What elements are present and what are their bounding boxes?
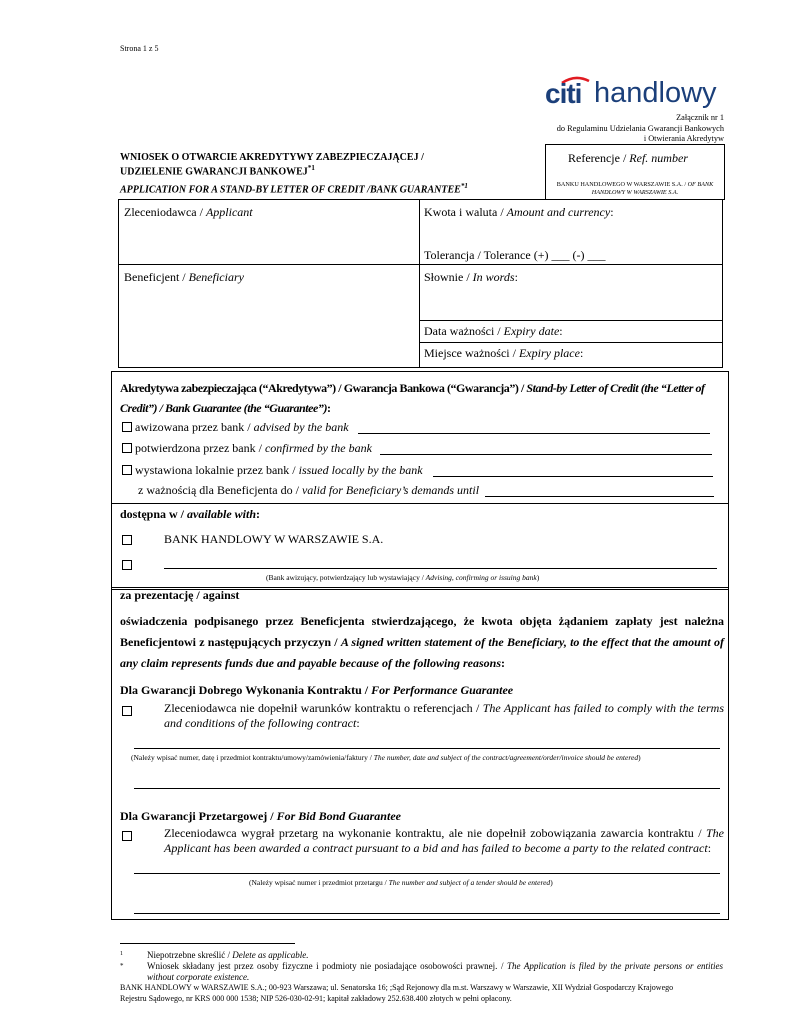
box2-divider [112,503,728,504]
expiry-date-label-en: Expiry date [503,324,560,338]
footnote-2-mark: * [120,962,124,970]
bank-caption-pl: (Bank awizujący, potwierdzający lub wystawiający / [266,573,426,582]
confirmed-option[interactable] [122,441,372,456]
amount-label-colon: : [610,205,614,219]
reference-bank-pl: BANKU HANDLOWEGO W WARSZAWIE S.A. / [556,181,688,188]
validity-date-line[interactable] [485,496,714,497]
issued-option[interactable] [122,463,423,478]
bank-caption-close: ) [536,573,540,582]
instrument-heading-pl: Akredytywa zabezpieczająca (“Akredytywa”) / Gwarancja Bankowa (“Gwarancja”) / [120,381,527,395]
title-en-text: APPLICATION FOR A STAND-BY LETTER OF CREDIT /BANK GUARANTEE [120,184,461,196]
instrument-heading-colon: : [327,401,331,415]
applicant-label-pl: Zleceniodawca / [124,205,206,219]
bid-bond-text-pl: Zleceniodawca wygrał przetarg na wykonanie kontraktu, ale nie dopełnił zobowiązania zawarcia kontraktu / [164,826,706,840]
footnote-1-mark: 1 [120,951,123,957]
company-info [120,983,720,1004]
statement-colon: : [501,656,506,670]
bid-bond-tender-line-1[interactable] [134,873,720,874]
title-pl-line-2: UDZIELENIE GWARANCJI BANKOWEJ [120,166,308,178]
bid-bond-option[interactable] [122,829,132,844]
confirmed-checkbox[interactable] [122,443,132,453]
beneficiary-label-pl: Beneficjent / [124,270,189,284]
document-title-pl [120,152,535,177]
reference-label-en: Ref. number [629,151,688,165]
logo-citi-text: citi [545,78,582,109]
bid-bond-caption-en: The number and subject of a tender should be entered [388,878,551,887]
other-bank-line[interactable] [164,568,717,569]
amount-label-pl: Kwota i waluta / [424,205,507,219]
applicant-label-en: Applicant [205,205,253,219]
advised-bank-line[interactable] [358,433,710,434]
reference-label-pl: Referencje / [568,151,630,165]
bank-caption-en: Advising, confirming or issuing bank [425,573,537,582]
bank-handlowy-checkbox[interactable] [122,535,132,545]
footnote-2 [147,961,723,983]
reference-box[interactable] [545,144,725,200]
title-pl-footnote-mark: *1 [307,164,315,172]
instrument-heading-en-2: Credit”) / Bank Guarantee (the “Guarantee”) [120,401,327,415]
issued-label-pl: wystawiona lokalnie przez bank / [135,463,299,477]
expiry-date-label-colon: : [559,324,563,338]
performance-caption-close: ) [638,753,641,762]
performance-text [164,701,724,731]
reference-bank-en-1: OF BANK [687,181,714,188]
performance-caption-en: The number, date and subject of the contract/agreement/order/invoice should be entered [373,753,639,762]
performance-heading-en: For Performance Guarantee [371,683,514,697]
performance-text-pl: Zleceniodawca nie dopełnił warunków kontraktu o referencjach / [164,701,483,715]
citi-handlowy-logo [545,74,715,110]
performance-heading-pl: Dla Gwarancji Dobrego Wykonania Kontraktu / [120,683,372,697]
performance-text-colon: : [356,716,360,730]
footnote-1-en: Delete as applicable. [232,950,309,960]
statement-en: A signed written statement of the Beneficiary, to the effect that the amount of any claim represents funds due and payable because of the following reasons [120,635,724,670]
reference-bank-caption [546,181,724,197]
advised-option[interactable] [122,420,349,435]
performance-caption [131,753,641,762]
annex-line-3: i Otwierania Akredytyw [643,134,724,143]
bank-caption [266,573,539,582]
other-bank-checkbox[interactable] [122,560,132,570]
instrument-heading-en-1: Stand-by Letter of Credit (the “Letter of [526,381,705,395]
bid-bond-caption-close: ) [550,878,553,887]
against-heading: za prezentację / against [120,588,240,602]
bid-bond-heading [120,809,401,824]
bid-bond-checkbox[interactable] [122,831,132,841]
issued-label-en: issued locally by the bank [298,463,423,477]
box1-divider-row-1 [119,264,722,265]
advised-label-pl: awizowana przez bank / [135,420,254,434]
document-title-en [120,182,468,195]
available-label-colon: : [256,507,261,521]
annex-line-1: Załącznik nr 1 [676,113,724,122]
bid-bond-heading-en: For Bid Bond Guarantee [276,809,401,823]
amount-in-words-field[interactable] [424,270,719,318]
expiry-place-field[interactable] [424,346,719,361]
performance-option[interactable] [122,704,132,719]
bid-bond-text-colon: : [707,841,712,855]
validity-label-en: valid for Beneficiary’s demands until [301,483,480,497]
reference-label [568,151,688,166]
validity-label-pl: z ważnością dla Beneficjenta do / [138,483,302,497]
available-label-en: available with [187,507,257,521]
validity-row [138,483,479,498]
expiry-date-label-pl: Data ważności / [424,324,504,338]
title-pl-line-1: WNIOSEK O OTWARCIE AKREDYTYWY ZABEZPIECZAJĄCEJ / [120,152,424,163]
tolerance-field[interactable] [424,248,719,263]
available-with-heading [120,507,260,522]
instrument-heading [120,378,726,418]
amount-label-en: Amount and currency [506,205,611,219]
title-en-footnote-mark: *1 [460,182,468,190]
expiry-place-label-en: Expiry place [518,346,580,360]
footnote-2-en: The Application is filed by the private persons or entities without corporate existence. [147,961,723,982]
bid-bond-text [164,826,724,856]
company-info-line-2: Rejestru Sądowego, nr KRS 000 000 1538; NIP 526-030-02-91; kapitał zakładowy 252.638.400 złotych w pełni opłacony. [120,993,512,1003]
issued-bank-line[interactable] [433,476,713,477]
box1-divider-row-3 [419,342,722,343]
tolerance-label: Tolerancja / Tolerance (+) ___ (-) ___ [424,248,606,262]
beneficiary-label-en: Beneficiary [188,270,244,284]
statement-paragraph [120,611,724,674]
bid-bond-caption [249,878,553,887]
issued-checkbox[interactable] [122,465,132,475]
footnote-1-pl: Niepotrzebne skreślić / [147,950,233,960]
bid-bond-text-en: The Applicant has been awarded a contract pursuant to a bid and has failed to become a party to the related contract [164,826,724,855]
words-label-colon: : [514,270,518,284]
bid-bond-caption-pl: (Należy wpisać numer i przedmiot przetargu / [249,878,389,887]
bank-handlowy-option[interactable] [122,533,132,548]
presentation-box [111,587,729,920]
box1-divider-row-2 [419,320,722,321]
words-label-pl: Słownie / [424,270,473,284]
parties-amount-box [118,199,723,368]
expiry-date-field[interactable] [424,324,719,339]
annex-note [557,113,724,145]
bid-bond-tender-line-2[interactable] [134,913,720,914]
advised-checkbox[interactable] [122,422,132,432]
reference-bank-en-2: HANDLOWY W WARSZAWIE S.A. [591,189,679,196]
statement-pl: oświadczenia podpisanego przez Beneficjenta stwierdzającego, że kwota objęta żądaniem zapłaty jest należna Beneficjentowi z następujących przyczyn / [120,614,724,649]
footnote-rule [120,943,295,944]
applicant-field[interactable] [124,205,414,263]
confirmed-bank-line[interactable] [380,454,712,455]
company-info-line-1: BANK HANDLOWY w WARSZAWIE S.A.; 00-923 Warszawa; ul. Senatorska 16; ;Sąd Rejonowy dla m.st. Warszawy w Warszawie, XII Wydział Gospodarczy Krajowego [120,983,674,992]
other-bank-option[interactable] [122,558,132,573]
confirmed-label-pl: potwierdzona przez bank / [135,441,265,455]
performance-heading [120,683,513,698]
page-number: Strona 1 z 5 [120,44,159,53]
performance-text-en: The Applicant has failed to comply with the terms and conditions of the following contract [164,701,724,730]
advised-label-en: advised by the bank [253,420,349,434]
words-label-en: In words [472,270,515,284]
performance-contract-line-2[interactable] [134,788,720,789]
expiry-place-label-pl: Miejsce ważności / [424,346,519,360]
footnote-1 [147,950,308,961]
performance-contract-line-1[interactable] [134,748,720,749]
instrument-box [111,371,729,590]
logo-handlowy-text: handlowy [594,77,717,109]
footnote-2-pl: Wniosek składany jest przez osoby fizyczne i podmioty nie posiadające osobowości prawnej. / [147,961,507,971]
expiry-place-label-colon: : [579,346,584,360]
amount-currency-field[interactable] [424,205,719,237]
beneficiary-field[interactable] [124,270,414,365]
annex-line-2: do Regulaminu Udzielania Gwarancji Bankowych [556,123,724,133]
confirmed-label-en: confirmed by the bank [264,441,372,455]
performance-checkbox[interactable] [122,706,132,716]
available-label-pl: dostępna w / [120,507,188,521]
performance-caption-pl: (Należy wpisać numer, datę i przedmiot kontraktu/umowy/zamówienia/faktury / [131,753,374,762]
bid-bond-heading-pl: Dla Gwarancji Przetargowej / [120,809,277,823]
bank-handlowy-label: BANK HANDLOWY W WARSZAWIE S.A. [164,532,384,546]
